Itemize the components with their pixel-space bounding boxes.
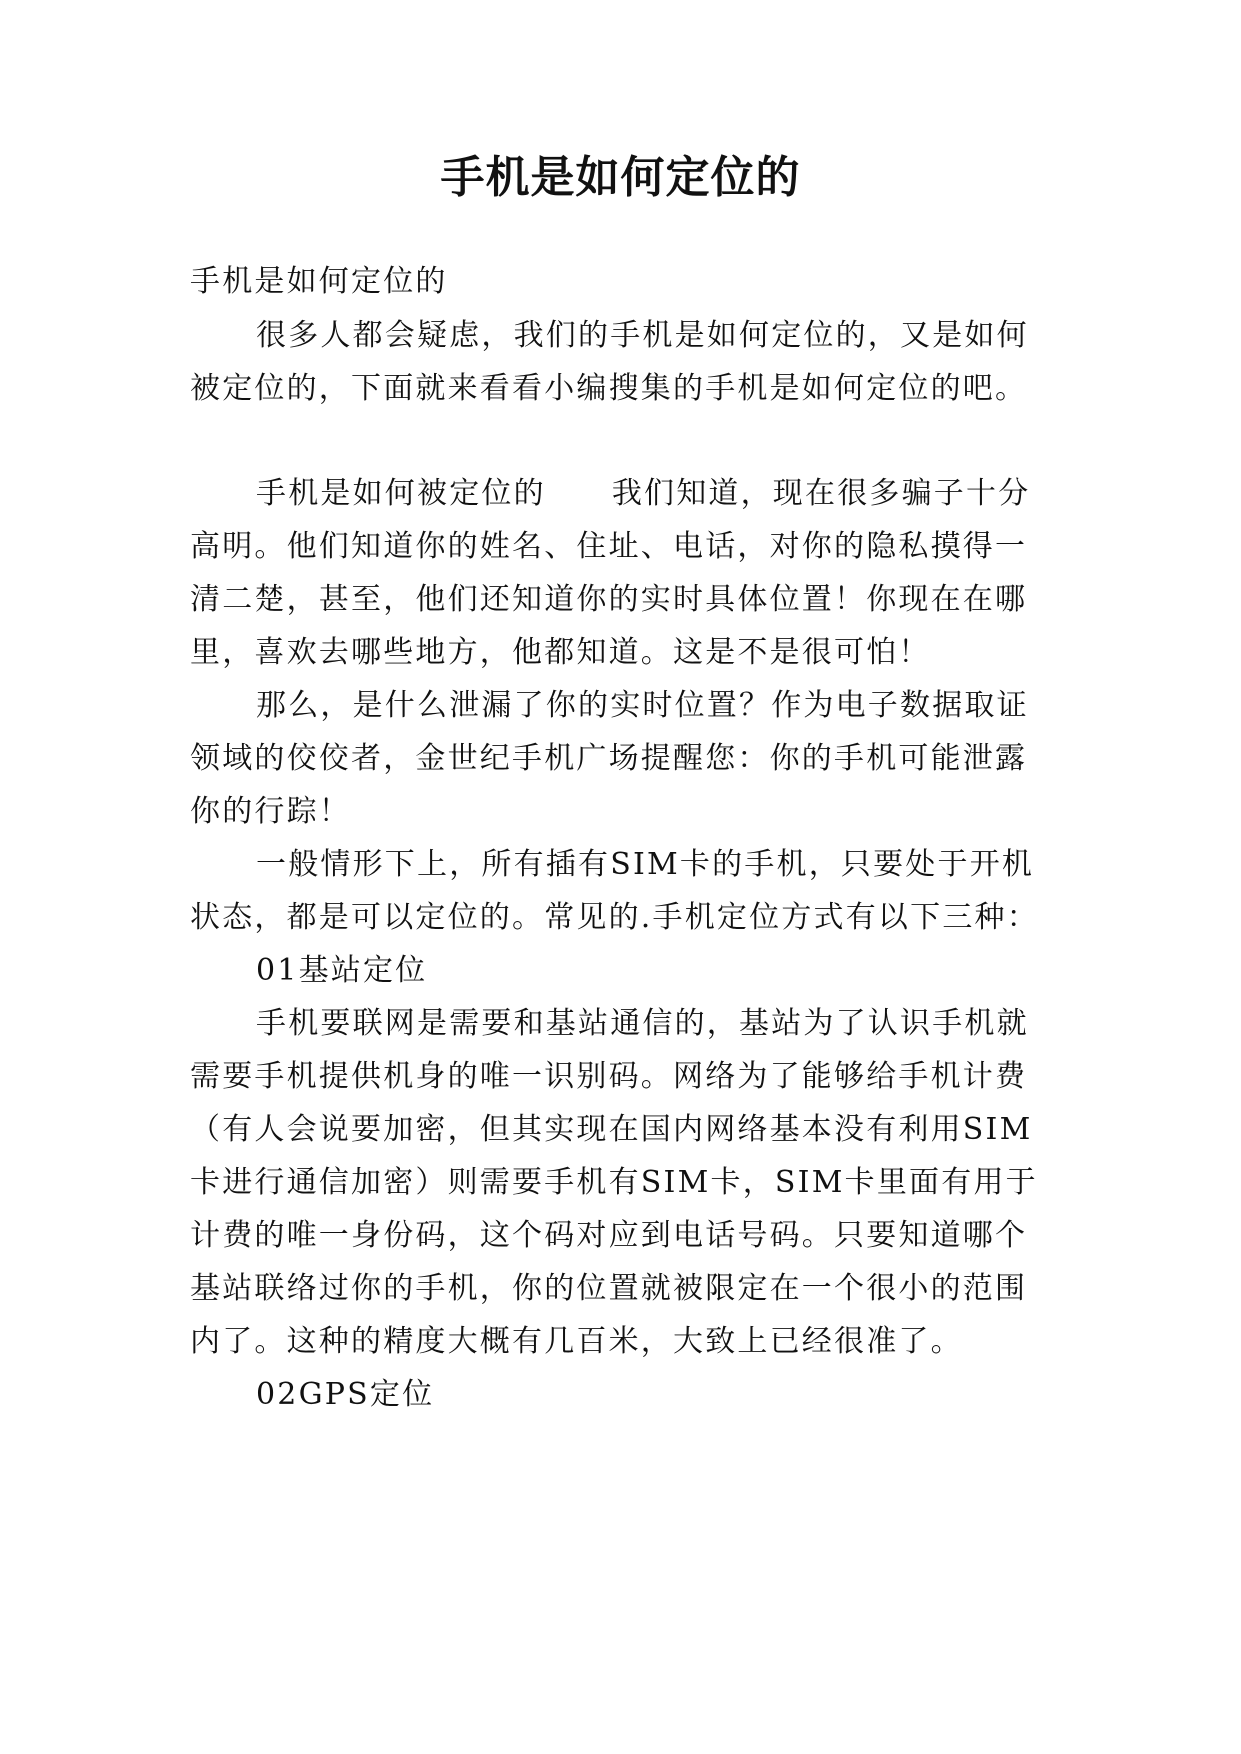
document-title: 手机是如何定位的	[440, 152, 801, 203]
paragraph-3-line-2: 状态，都是可以定位的。常见的.手机定位方式有以下三种：	[190, 900, 1039, 935]
paragraph-4-line-5: 计费的唯一身份码，这个码对应到电话号码。只要知道哪个	[190, 1218, 1028, 1253]
subtitle-line: 手机是如何定位的	[190, 264, 448, 299]
intro-line-1: 很多人都会疑虑，我们的手机是如何定位的，又是如何	[256, 318, 1029, 353]
section-line-1	[256, 474, 1030, 514]
paragraph-3-line-1: 一般情形下上，所有插有SIM卡的手机，只要处于开机	[256, 847, 1035, 882]
paragraph-1-line-4: 里，喜欢去哪些地方，他都知道。这是不是很可怕！	[190, 635, 931, 670]
paragraph-2-line-3: 你的行踪！	[190, 794, 351, 829]
section-heading: 手机是如何被定位的	[256, 476, 546, 511]
intro-line-2: 被定位的，下面就来看看小编搜集的手机是如何定位的吧。	[190, 371, 1028, 406]
heading-01: 01基站定位	[256, 953, 428, 988]
paragraph-4-line-2: 需要手机提供机身的唯一识别码。网络为了能够给手机计费	[190, 1059, 1028, 1094]
paragraph-4-line-3: （有人会说要加密，但其实现在国内网络基本没有利用SIM	[190, 1112, 1033, 1147]
paragraph-1-line-3: 清二楚，甚至，他们还知道你的实时具体位置！你现在在哪	[190, 582, 1028, 617]
paragraph-1-line-2: 高明。他们知道你的姓名、住址、电话，对你的隐私摸得一	[190, 529, 1028, 564]
paragraph-4-line-7: 内了。这种的精度大概有几百米，大致上已经很准了。	[190, 1324, 963, 1359]
paragraph-2-line-2: 领域的佼佼者，金世纪手机广场提醒您：你的手机可能泄露	[190, 741, 1028, 776]
paragraph-4-line-1: 手机要联网是需要和基站通信的，基站为了认识手机就	[256, 1006, 1029, 1041]
paragraph-4-line-6: 基站联络过你的手机，你的位置就被限定在一个很小的范围	[190, 1271, 1028, 1306]
heading-02: 02GPS定位	[256, 1377, 435, 1412]
paragraph-1-line-1: 我们知道，现在很多骗子十分	[611, 476, 1031, 511]
paragraph-4-line-4: 卡进行通信加密）则需要手机有SIM卡，SIM卡里面有用于	[190, 1165, 1038, 1200]
paragraph-2-line-1: 那么，是什么泄漏了你的实时位置？作为电子数据取证	[256, 688, 1029, 723]
